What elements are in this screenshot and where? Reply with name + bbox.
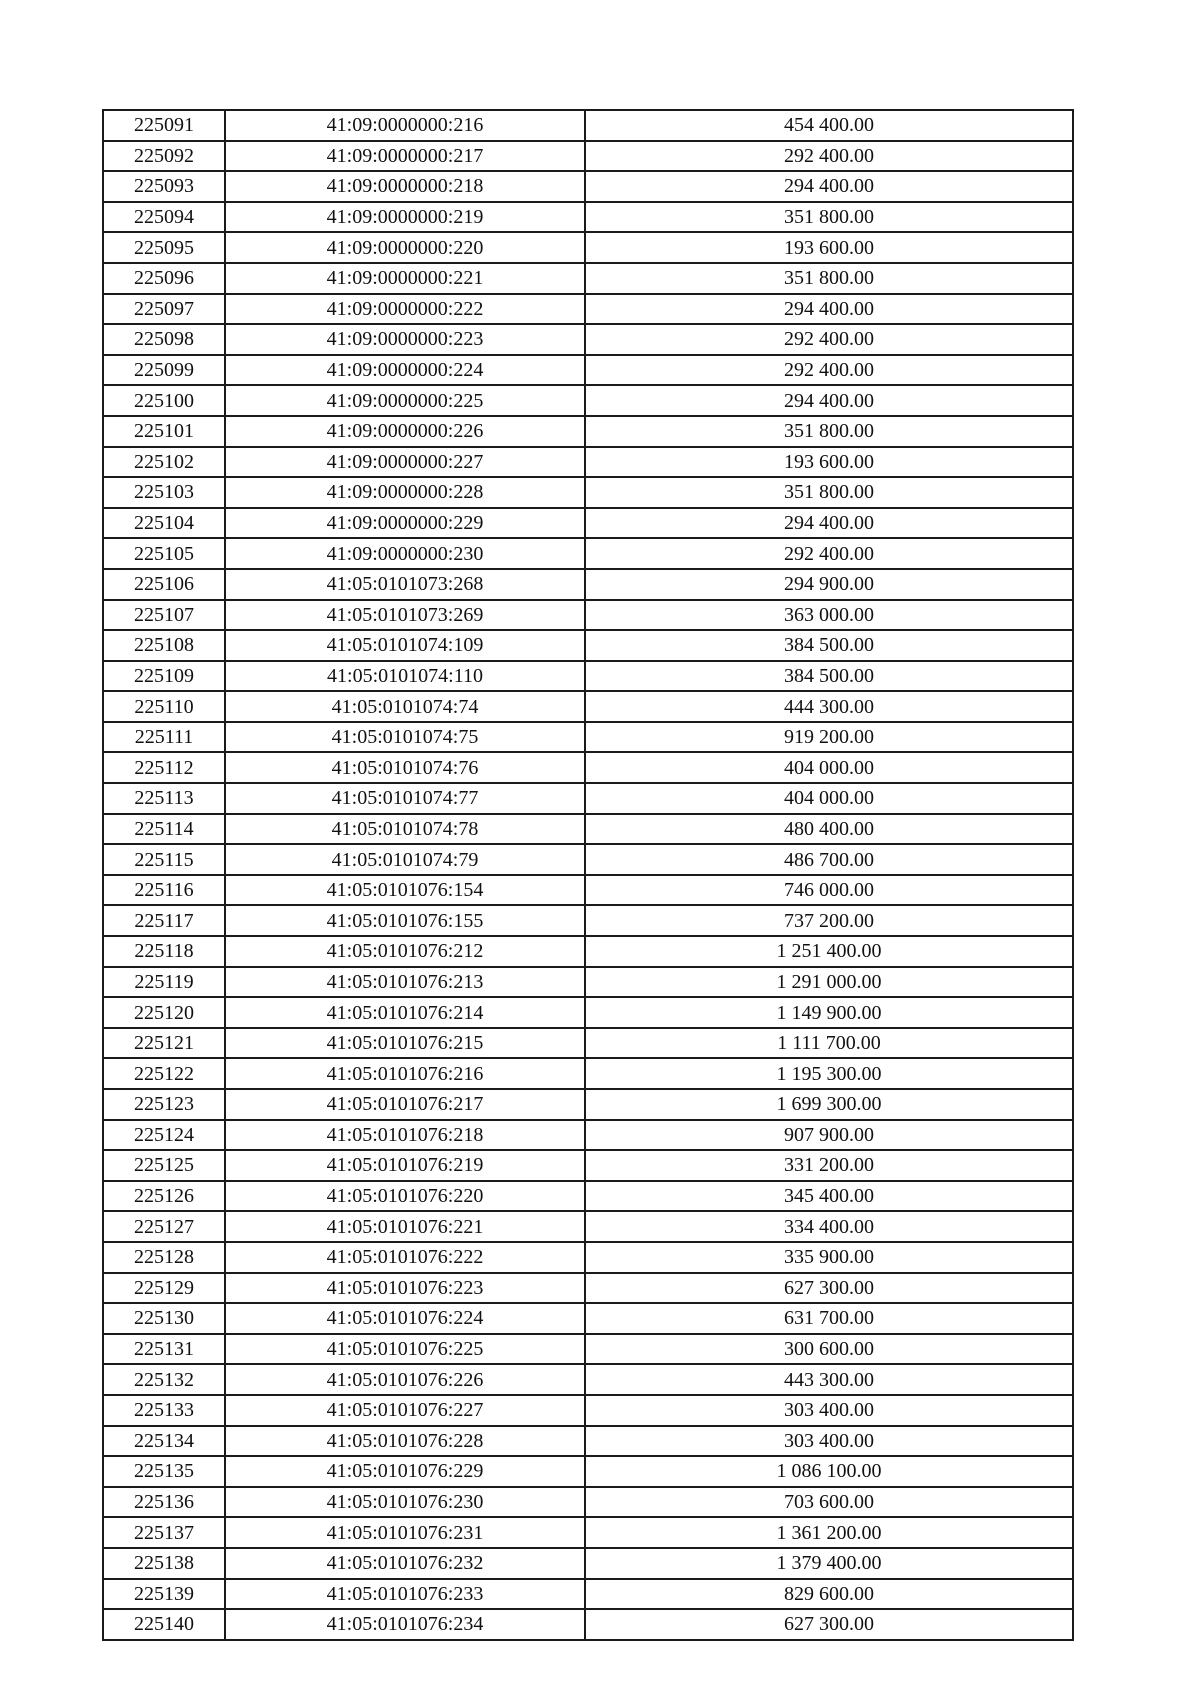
table-row xyxy=(103,1303,1073,1334)
cadastral-value-cell: 292 400.00 xyxy=(585,355,1073,386)
cadastral-number-cell: 41:09:0000000:218 xyxy=(225,171,585,202)
table-row xyxy=(103,905,1073,936)
table-row xyxy=(103,1395,1073,1426)
row-number-cell: 225121 xyxy=(103,1028,225,1059)
cadastral-number-cell: 41:05:0101076:222 xyxy=(225,1242,585,1273)
row-number-cell: 225136 xyxy=(103,1487,225,1518)
table-row xyxy=(103,1120,1073,1151)
cadastral-value-cell: 193 600.00 xyxy=(585,447,1073,478)
row-number-cell: 225105 xyxy=(103,538,225,569)
cadastral-value-cell: 919 200.00 xyxy=(585,722,1073,753)
cadastral-number-cell: 41:05:0101074:77 xyxy=(225,783,585,814)
row-number-cell: 225132 xyxy=(103,1364,225,1395)
cadastral-value-cell: 1 086 100.00 xyxy=(585,1456,1073,1487)
row-number-cell: 225135 xyxy=(103,1456,225,1487)
table-row xyxy=(103,1211,1073,1242)
row-number-cell: 225123 xyxy=(103,1089,225,1120)
cadastral-value-cell: 193 600.00 xyxy=(585,232,1073,263)
cadastral-number-cell: 41:05:0101076:219 xyxy=(225,1150,585,1181)
cadastral-number-cell: 41:05:0101074:110 xyxy=(225,661,585,692)
cadastral-value-cell: 292 400.00 xyxy=(585,141,1073,172)
cadastral-value-cell: 294 400.00 xyxy=(585,385,1073,416)
cadastral-value-cell: 351 800.00 xyxy=(585,477,1073,508)
row-number-cell: 225099 xyxy=(103,355,225,386)
cadastral-number-cell: 41:05:0101076:220 xyxy=(225,1181,585,1212)
cadastral-value-cell: 631 700.00 xyxy=(585,1303,1073,1334)
row-number-cell: 225098 xyxy=(103,324,225,355)
cadastral-number-cell: 41:05:0101076:215 xyxy=(225,1028,585,1059)
table-row xyxy=(103,569,1073,600)
cadastral-value-cell: 627 300.00 xyxy=(585,1609,1073,1640)
cadastral-number-cell: 41:09:0000000:220 xyxy=(225,232,585,263)
row-number-cell: 225094 xyxy=(103,202,225,233)
cadastral-number-cell: 41:05:0101076:234 xyxy=(225,1609,585,1640)
row-number-cell: 225092 xyxy=(103,141,225,172)
cadastral-value-cell: 1 149 900.00 xyxy=(585,997,1073,1028)
table-row xyxy=(103,661,1073,692)
table-row xyxy=(103,936,1073,967)
table-row xyxy=(103,1089,1073,1120)
cadastral-value-cell: 1 111 700.00 xyxy=(585,1028,1073,1059)
cadastral-value-cell: 351 800.00 xyxy=(585,416,1073,447)
cadastral-value-cell: 480 400.00 xyxy=(585,814,1073,845)
table-row xyxy=(103,477,1073,508)
table-row xyxy=(103,294,1073,325)
table-row xyxy=(103,1426,1073,1457)
table-row xyxy=(103,263,1073,294)
cadastral-number-cell: 41:05:0101073:268 xyxy=(225,569,585,600)
table-row xyxy=(103,1181,1073,1212)
row-number-cell: 225120 xyxy=(103,997,225,1028)
row-number-cell: 225097 xyxy=(103,294,225,325)
table-row xyxy=(103,1517,1073,1548)
table-row xyxy=(103,355,1073,386)
cadastral-number-cell: 41:05:0101074:78 xyxy=(225,814,585,845)
row-number-cell: 225096 xyxy=(103,263,225,294)
row-number-cell: 225139 xyxy=(103,1579,225,1610)
table-row xyxy=(103,1364,1073,1395)
cadastral-number-cell: 41:05:0101076:233 xyxy=(225,1579,585,1610)
cadastral-value-cell: 746 000.00 xyxy=(585,875,1073,906)
cadastral-value-cell: 486 700.00 xyxy=(585,844,1073,875)
row-number-cell: 225138 xyxy=(103,1548,225,1579)
cadastral-number-cell: 41:05:0101076:227 xyxy=(225,1395,585,1426)
cadastral-number-cell: 41:09:0000000:225 xyxy=(225,385,585,416)
table-row xyxy=(103,1609,1073,1640)
cadastral-value-cell: 294 400.00 xyxy=(585,171,1073,202)
row-number-cell: 225118 xyxy=(103,936,225,967)
cadastral-number-cell: 41:05:0101073:269 xyxy=(225,600,585,631)
row-number-cell: 225119 xyxy=(103,967,225,998)
cadastral-number-cell: 41:09:0000000:222 xyxy=(225,294,585,325)
cadastral-value-cell: 351 800.00 xyxy=(585,263,1073,294)
row-number-cell: 225111 xyxy=(103,722,225,753)
table-row xyxy=(103,1273,1073,1304)
row-number-cell: 225102 xyxy=(103,447,225,478)
table-row xyxy=(103,691,1073,722)
table-row xyxy=(103,1242,1073,1273)
cadastral-number-cell: 41:09:0000000:227 xyxy=(225,447,585,478)
table-row xyxy=(103,202,1073,233)
row-number-cell: 225103 xyxy=(103,477,225,508)
cadastral-value-cell: 443 300.00 xyxy=(585,1364,1073,1395)
table-row xyxy=(103,416,1073,447)
cadastral-value-cell: 303 400.00 xyxy=(585,1426,1073,1457)
cadastral-value-cell: 331 200.00 xyxy=(585,1150,1073,1181)
cadastral-value-cell: 627 300.00 xyxy=(585,1273,1073,1304)
table-row xyxy=(103,171,1073,202)
cadastral-number-cell: 41:05:0101076:232 xyxy=(225,1548,585,1579)
table-row xyxy=(103,141,1073,172)
cadastral-value-cell: 384 500.00 xyxy=(585,630,1073,661)
cadastral-number-cell: 41:05:0101076:231 xyxy=(225,1517,585,1548)
cadastral-number-cell: 41:09:0000000:221 xyxy=(225,263,585,294)
cadastral-number-cell: 41:05:0101074:76 xyxy=(225,752,585,783)
cadastral-number-cell: 41:09:0000000:224 xyxy=(225,355,585,386)
table-row xyxy=(103,385,1073,416)
row-number-cell: 225117 xyxy=(103,905,225,936)
cadastral-value-cell: 454 400.00 xyxy=(585,110,1073,141)
cadastral-number-cell: 41:09:0000000:229 xyxy=(225,508,585,539)
cadastral-value-cell: 363 000.00 xyxy=(585,600,1073,631)
cadastral-value-cell: 303 400.00 xyxy=(585,1395,1073,1426)
table-row xyxy=(103,814,1073,845)
table-row xyxy=(103,1028,1073,1059)
row-number-cell: 225126 xyxy=(103,1181,225,1212)
cadastral-number-cell: 41:05:0101074:75 xyxy=(225,722,585,753)
row-number-cell: 225131 xyxy=(103,1334,225,1365)
table-row xyxy=(103,722,1073,753)
row-number-cell: 225114 xyxy=(103,814,225,845)
cadastral-number-cell: 41:09:0000000:216 xyxy=(225,110,585,141)
cadastral-value-cell: 345 400.00 xyxy=(585,1181,1073,1212)
cadastral-value-cell: 334 400.00 xyxy=(585,1211,1073,1242)
cadastral-value-cell: 1 195 300.00 xyxy=(585,1058,1073,1089)
row-number-cell: 225112 xyxy=(103,752,225,783)
table-row xyxy=(103,447,1073,478)
cadastral-value-cell: 1 361 200.00 xyxy=(585,1517,1073,1548)
table-row xyxy=(103,1548,1073,1579)
cadastral-number-cell: 41:05:0101076:229 xyxy=(225,1456,585,1487)
row-number-cell: 225095 xyxy=(103,232,225,263)
cadastral-number-cell: 41:05:0101076:225 xyxy=(225,1334,585,1365)
cadastral-value-cell: 292 400.00 xyxy=(585,324,1073,355)
cadastral-value-cell: 1 291 000.00 xyxy=(585,967,1073,998)
cadastral-number-cell: 41:05:0101076:228 xyxy=(225,1426,585,1457)
cadastral-value-cell: 294 400.00 xyxy=(585,508,1073,539)
cadastral-number-cell: 41:05:0101076:212 xyxy=(225,936,585,967)
cadastral-number-cell: 41:05:0101076:218 xyxy=(225,1120,585,1151)
table-row xyxy=(103,324,1073,355)
cadastral-value-cell: 444 300.00 xyxy=(585,691,1073,722)
table-body xyxy=(103,110,1073,1640)
table-row xyxy=(103,875,1073,906)
row-number-cell: 225106 xyxy=(103,569,225,600)
table-row xyxy=(103,1058,1073,1089)
row-number-cell: 225110 xyxy=(103,691,225,722)
table-row xyxy=(103,508,1073,539)
row-number-cell: 225129 xyxy=(103,1273,225,1304)
row-number-cell: 225124 xyxy=(103,1120,225,1151)
cadastral-number-cell: 41:05:0101076:223 xyxy=(225,1273,585,1304)
cadastral-number-cell: 41:05:0101074:79 xyxy=(225,844,585,875)
row-number-cell: 225108 xyxy=(103,630,225,661)
cadastral-number-cell: 41:05:0101076:224 xyxy=(225,1303,585,1334)
table-row xyxy=(103,110,1073,141)
table-row xyxy=(103,783,1073,814)
cadastral-value-cell: 829 600.00 xyxy=(585,1579,1073,1610)
cadastral-value-cell: 1 379 400.00 xyxy=(585,1548,1073,1579)
row-number-cell: 225140 xyxy=(103,1609,225,1640)
cadastral-number-cell: 41:05:0101076:214 xyxy=(225,997,585,1028)
table-row xyxy=(103,1334,1073,1365)
row-number-cell: 225116 xyxy=(103,875,225,906)
table-row xyxy=(103,630,1073,661)
row-number-cell: 225115 xyxy=(103,844,225,875)
cadastral-number-cell: 41:05:0101076:230 xyxy=(225,1487,585,1518)
table-row xyxy=(103,232,1073,263)
cadastral-number-cell: 41:05:0101076:216 xyxy=(225,1058,585,1089)
table-row xyxy=(103,967,1073,998)
table-row xyxy=(103,752,1073,783)
cadastral-number-cell: 41:09:0000000:226 xyxy=(225,416,585,447)
cadastral-value-cell: 907 900.00 xyxy=(585,1120,1073,1151)
row-number-cell: 225122 xyxy=(103,1058,225,1089)
cadastral-number-cell: 41:05:0101076:213 xyxy=(225,967,585,998)
cadastral-number-cell: 41:05:0101076:154 xyxy=(225,875,585,906)
table-row xyxy=(103,997,1073,1028)
row-number-cell: 225113 xyxy=(103,783,225,814)
cadastral-number-cell: 41:05:0101076:226 xyxy=(225,1364,585,1395)
table-row xyxy=(103,844,1073,875)
row-number-cell: 225133 xyxy=(103,1395,225,1426)
cadastral-value-cell: 384 500.00 xyxy=(585,661,1073,692)
row-number-cell: 225127 xyxy=(103,1211,225,1242)
cadastral-value-cell: 292 400.00 xyxy=(585,538,1073,569)
table-row xyxy=(103,1487,1073,1518)
row-number-cell: 225130 xyxy=(103,1303,225,1334)
cadastral-value-cell: 1 251 400.00 xyxy=(585,936,1073,967)
row-number-cell: 225100 xyxy=(103,385,225,416)
cadastral-number-cell: 41:09:0000000:217 xyxy=(225,141,585,172)
cadastral-number-cell: 41:09:0000000:219 xyxy=(225,202,585,233)
cadastral-number-cell: 41:05:0101076:221 xyxy=(225,1211,585,1242)
row-number-cell: 225093 xyxy=(103,171,225,202)
row-number-cell: 225091 xyxy=(103,110,225,141)
cadastral-value-cell: 404 000.00 xyxy=(585,783,1073,814)
cadastral-value-cell: 294 400.00 xyxy=(585,294,1073,325)
row-number-cell: 225125 xyxy=(103,1150,225,1181)
row-number-cell: 225109 xyxy=(103,661,225,692)
table-row xyxy=(103,1150,1073,1181)
table-row xyxy=(103,1456,1073,1487)
row-number-cell: 225137 xyxy=(103,1517,225,1548)
cadastral-number-cell: 41:05:0101076:217 xyxy=(225,1089,585,1120)
row-number-cell: 225104 xyxy=(103,508,225,539)
cadastral-number-cell: 41:09:0000000:223 xyxy=(225,324,585,355)
cadastral-number-cell: 41:09:0000000:228 xyxy=(225,477,585,508)
cadastral-number-cell: 41:05:0101074:109 xyxy=(225,630,585,661)
table-row xyxy=(103,538,1073,569)
row-number-cell: 225134 xyxy=(103,1426,225,1457)
cadastral-value-cell: 737 200.00 xyxy=(585,905,1073,936)
cadastral-value-cell: 294 900.00 xyxy=(585,569,1073,600)
cadastral-value-cell: 335 900.00 xyxy=(585,1242,1073,1273)
cadastral-value-table xyxy=(102,109,1074,1641)
cadastral-value-cell: 351 800.00 xyxy=(585,202,1073,233)
table-row xyxy=(103,1579,1073,1610)
cadastral-number-cell: 41:05:0101074:74 xyxy=(225,691,585,722)
row-number-cell: 225101 xyxy=(103,416,225,447)
cadastral-value-cell: 1 699 300.00 xyxy=(585,1089,1073,1120)
cadastral-number-cell: 41:05:0101076:155 xyxy=(225,905,585,936)
row-number-cell: 225107 xyxy=(103,600,225,631)
cadastral-number-cell: 41:09:0000000:230 xyxy=(225,538,585,569)
row-number-cell: 225128 xyxy=(103,1242,225,1273)
cadastral-value-cell: 404 000.00 xyxy=(585,752,1073,783)
cadastral-value-cell: 703 600.00 xyxy=(585,1487,1073,1518)
cadastral-value-cell: 300 600.00 xyxy=(585,1334,1073,1365)
table-row xyxy=(103,600,1073,631)
